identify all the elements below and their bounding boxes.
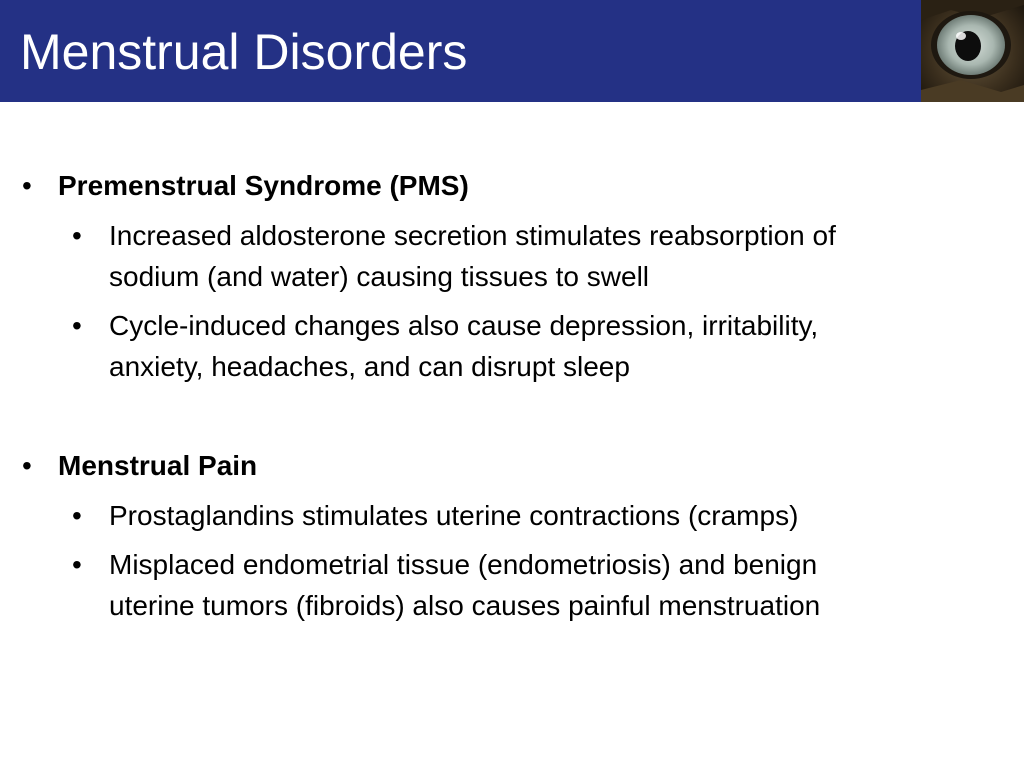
section-heading-menstrual-pain: Menstrual Pain [58, 450, 258, 481]
list-item-line: uterine tumors (fibroids) also causes painful menstruation [109, 590, 821, 621]
bullet-marker: • [72, 220, 82, 251]
slide-title: Menstrual Disorders [20, 24, 468, 80]
list-item-line: sodium (and water) causing tissues to swell [109, 261, 650, 292]
list-item-line: Prostaglandins stimulates uterine contractions (cramps) [109, 500, 799, 531]
list-item-line: Increased aldosterone secretion stimulates reabsorption of [109, 220, 836, 251]
bullet-marker: • [22, 450, 32, 481]
list-item-line: Cycle-induced changes also cause depression, irritability, [109, 310, 819, 341]
bullet-marker: • [22, 170, 32, 201]
section-heading-pms: Premenstrual Syndrome (PMS) [58, 170, 469, 201]
bullet-marker: • [72, 500, 82, 531]
bullet-marker: • [72, 549, 82, 580]
list-item-line: Misplaced endometrial tissue (endometriosis) and benign [109, 549, 818, 580]
bullet-marker: • [72, 310, 82, 341]
list-item-line: anxiety, headaches, and can disrupt sleep [109, 351, 630, 382]
